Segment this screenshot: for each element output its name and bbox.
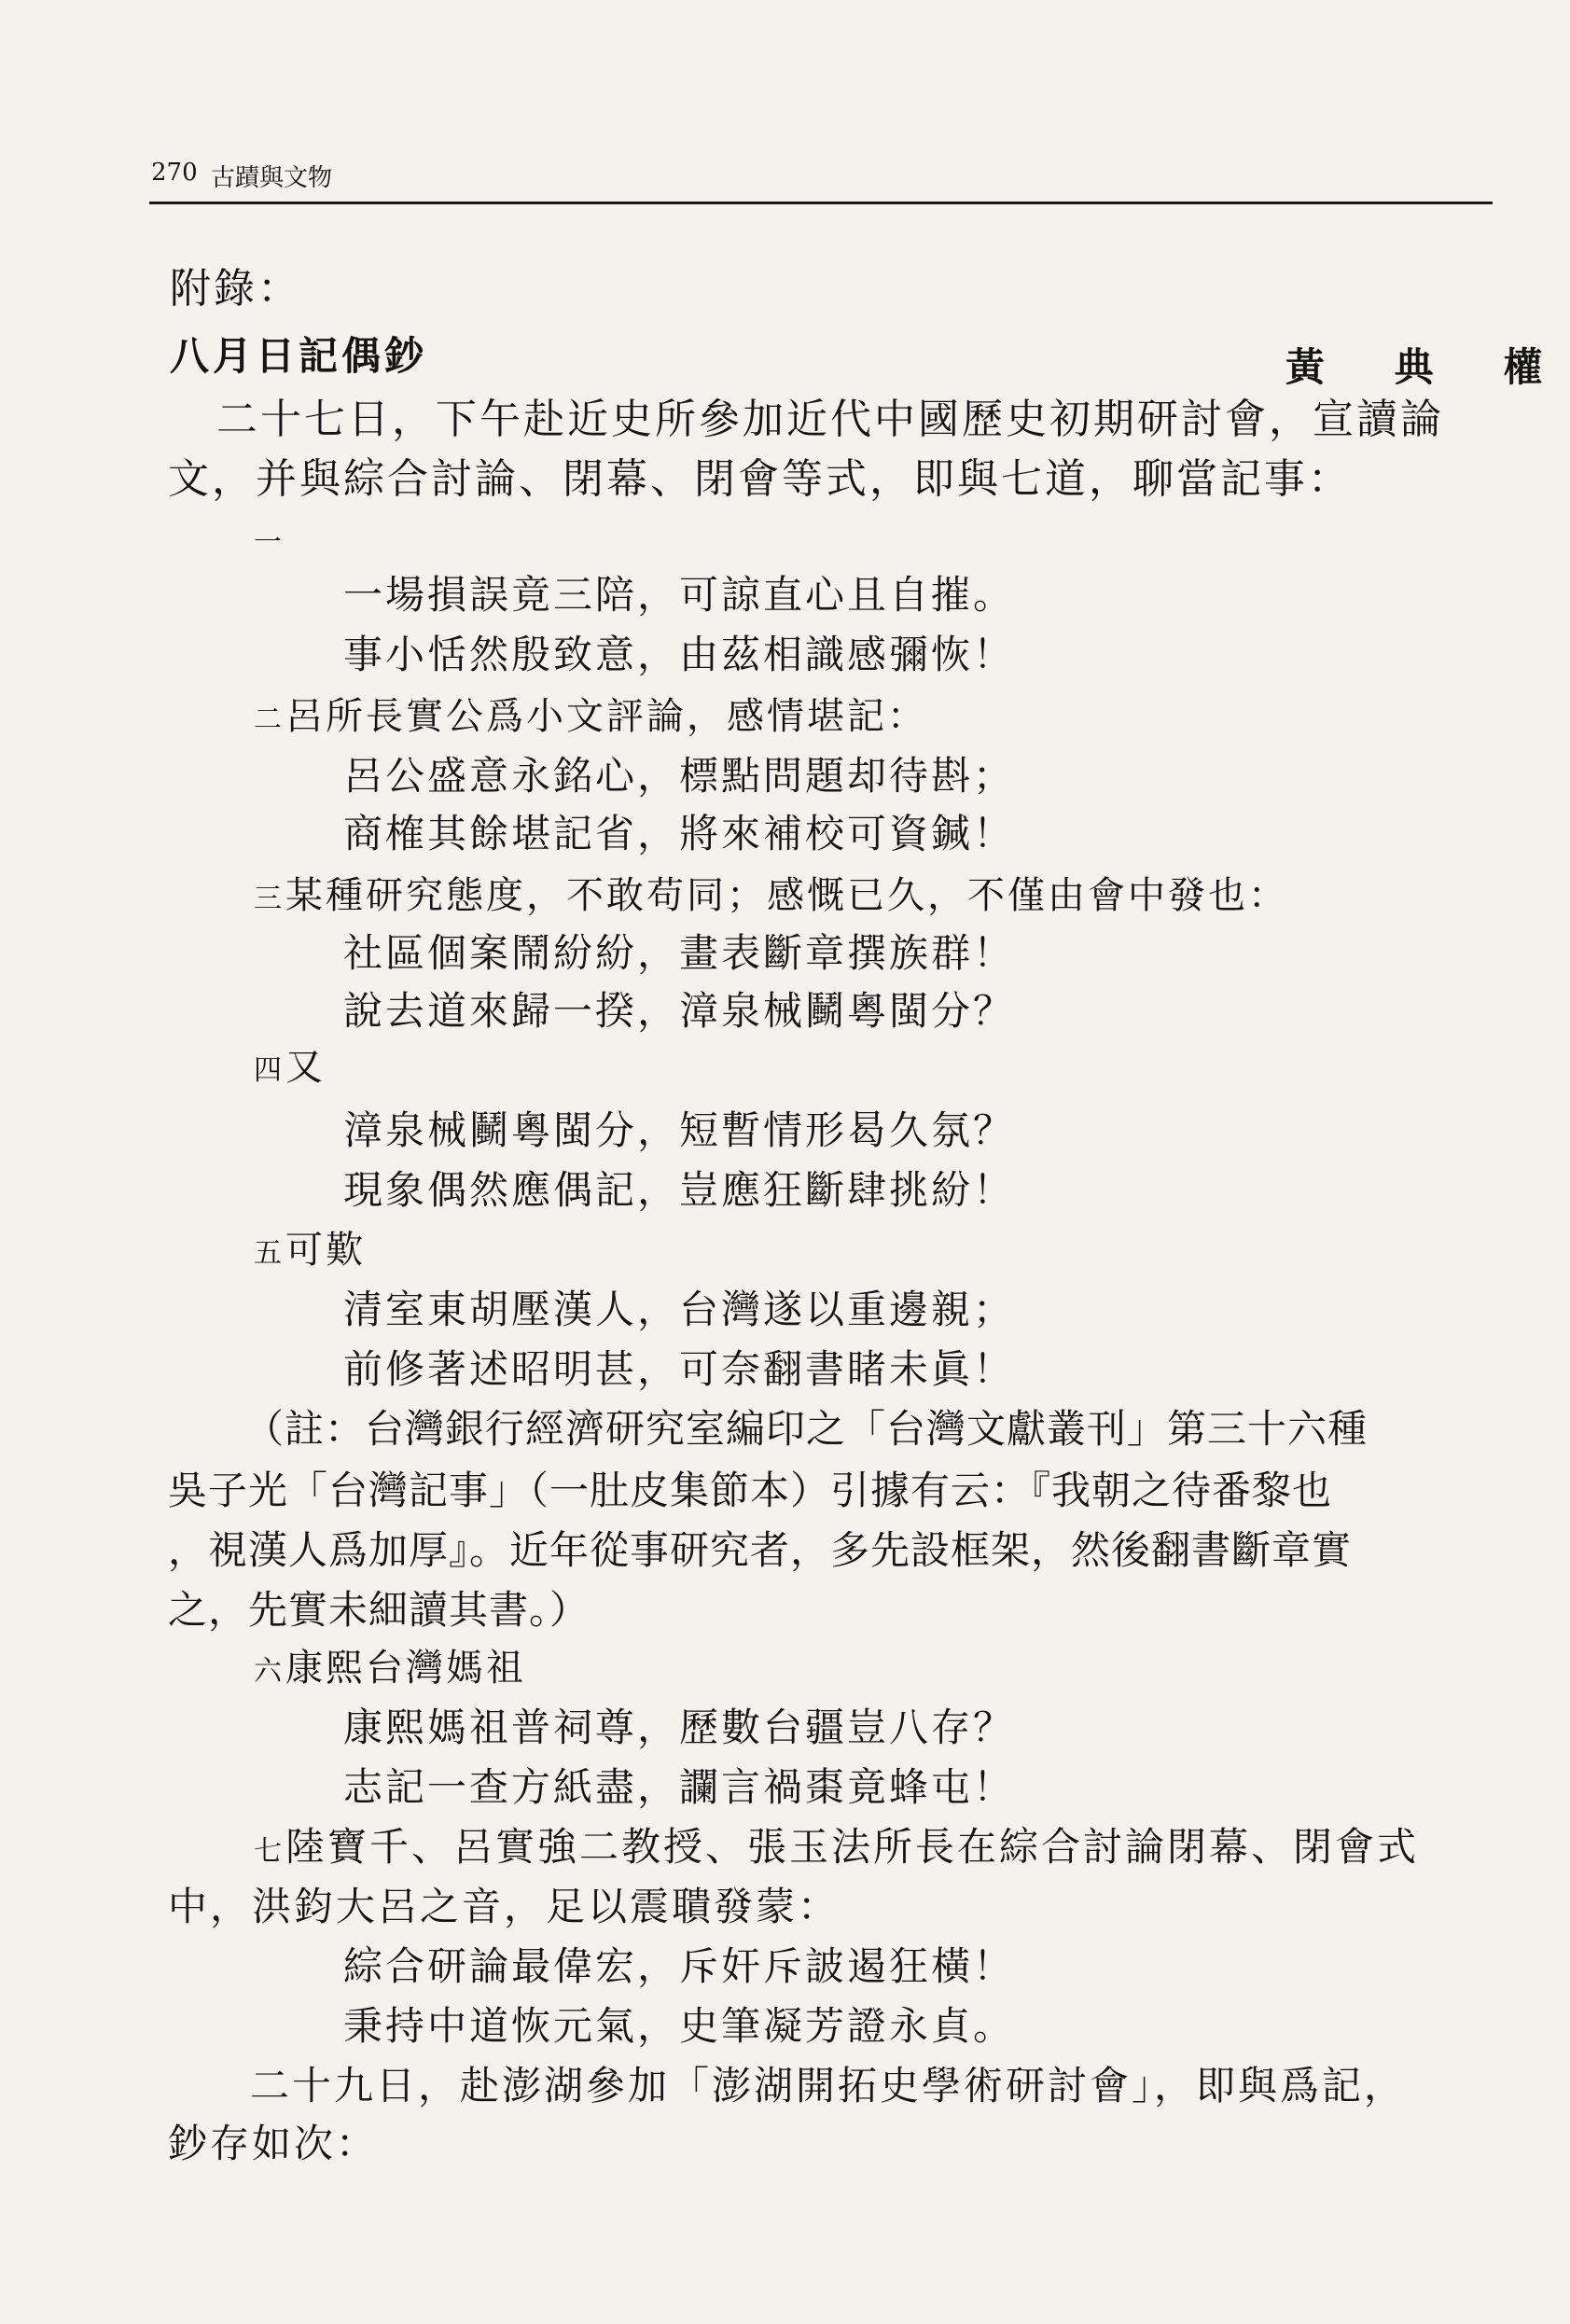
item-number: 五 — [254, 1237, 282, 1270]
item-heading — [254, 515, 285, 567]
verse-line: 康熙媽祖普祠尊，歷數台疆豈八存？ — [343, 1705, 1016, 1750]
verse-line: 商榷其餘堪記省，將來補校可資鍼！ — [343, 811, 1016, 856]
appendix-label: 附錄： — [170, 265, 301, 313]
verse-line: 清室東胡壓漢人，台灣遂以重邊親； — [343, 1287, 1016, 1332]
running-title: 古蹟與文物 — [211, 164, 333, 192]
item-heading — [254, 1226, 366, 1278]
item-number: 四 — [254, 1054, 282, 1087]
item-heading — [254, 871, 1288, 924]
item-heading-continued: 中，洪鈞大呂之音，足以震聵發蒙： — [168, 1884, 841, 1929]
item-heading — [254, 1644, 526, 1696]
item-heading — [254, 1043, 326, 1095]
item-number: 七 — [254, 1835, 282, 1868]
verse-line: 綜合研論最偉宏，斥奸斥詖遏狂橫！ — [343, 1943, 1016, 1989]
article-author: 黃 典 權 — [1285, 344, 1570, 390]
note-line: 吳子光「台灣記事」（一肚皮集節本）引據有云：『我朝之待番黎也 — [168, 1468, 1333, 1513]
item-number: 三 — [254, 883, 282, 915]
intro-line: 文，并與綜合討論、閉幕、閉會等式，即與七道，聊當記事： — [168, 455, 1352, 503]
running-header — [149, 155, 1493, 204]
verse-line: 說去道來歸一揆，漳泉械鬭粵閩分？ — [343, 988, 1016, 1034]
item-heading — [254, 692, 927, 745]
verse-line: 秉持中道恢元氣，史筆凝芳證永貞。 — [343, 2003, 1016, 2049]
item-number: 一 — [254, 526, 282, 559]
verse-line: 漳泉械鬭粵閩分，短暫情形曷久氛？ — [343, 1107, 1016, 1153]
verse-line: 志記一查方紙盡，讕言禍棗竟蜂屯！ — [343, 1764, 1016, 1810]
closing-line: 鈔存如次： — [168, 2121, 379, 2166]
note-line: （註：台灣銀行經濟研究室編印之「台灣文獻叢刊」第三十六種 — [244, 1406, 1369, 1452]
verse-line: 社區個案鬧紛紛，畫表斷章撰族群！ — [343, 930, 1016, 976]
verse-line: 前修著述昭明甚，可奈翻書睹未眞！ — [343, 1346, 1016, 1392]
page-number: 270 — [151, 159, 198, 187]
item-heading-text: 康熙台灣媽祖 — [285, 1647, 526, 1690]
verse-line: 呂公盛意永銘心，標點問題却待斟； — [343, 753, 1016, 799]
item-heading-text: 某種研究態度，不敢苟同；感慨已久，不僅由會中發也： — [285, 874, 1288, 917]
item-heading-text: 呂所長實公爲小文評論，感情堪記： — [285, 695, 927, 738]
verse-line: 一場損誤竟三陪，可諒直心且自摧。 — [343, 572, 1016, 618]
item-heading — [254, 1823, 1419, 1876]
verse-line: 現象偶然應偶記，豈應狂斷肆挑紛！ — [343, 1167, 1016, 1213]
article-title: 八月日記偶鈔 — [170, 333, 428, 379]
intro-line: 二十七日，下午赴近史所參加近代中國歷史初期研討會，宣讀論 — [216, 396, 1444, 443]
item-number: 二 — [254, 703, 282, 736]
note-line: 之，先實未細讀其書。） — [168, 1587, 590, 1633]
item-heading-text: 可歎 — [285, 1229, 366, 1272]
closing-line: 二十九日，赴澎湖參加「澎湖開拓史學術研討會」，即與爲記， — [250, 2063, 1407, 2108]
note-line: ，視漢人爲加厚』。近年從事研究者，多先設框架，然後翻書斷章實 — [168, 1527, 1353, 1573]
item-heading-text: 又 — [285, 1046, 326, 1089]
item-heading-text: 陸寶千、呂實強二教授、張玉法所長在綜合討論閉幕、閉會式 — [285, 1824, 1420, 1870]
verse-line: 事小恬然殷致意，由茲相識感彌恢！ — [343, 632, 1016, 677]
item-number: 六 — [254, 1655, 282, 1688]
